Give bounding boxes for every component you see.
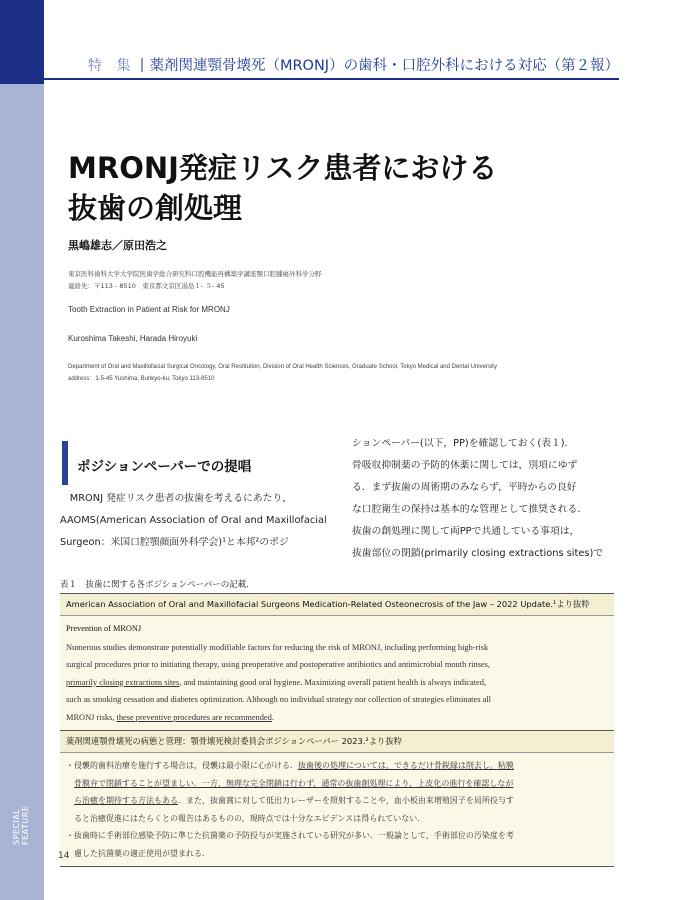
japan-line — [66, 810, 608, 828]
body-line: 骨吸収抑制薬の予防的休薬に関しては，別項にゆず — [352, 460, 578, 471]
english-affiliation — [68, 361, 497, 385]
japan-line — [66, 775, 608, 793]
aaoms-line-rest: , and maintaining good oral hygiene. Maximizing overall patient health is always indicated, — [179, 677, 487, 687]
english-authors: Kuroshima Takeshi, Harada Hiroyuki — [68, 334, 198, 343]
aaoms-line: Numerous studies demonstrate potentially modifiable factors for reducing the risk of MRONJ, including performing high-risk — [66, 642, 489, 652]
body-line: Surgeon：米国口腔顎顔面外科学会)¹と本邦²のポジ — [60, 537, 289, 548]
underlined-text: ら治癒を期待する方法もある — [74, 796, 178, 805]
header-rule — [44, 78, 619, 80]
body-column-right — [352, 433, 620, 565]
underlined-text: these preventive procedures are recommended — [116, 712, 272, 722]
article-title-line2: 抜歯の創処理 — [68, 191, 243, 225]
table-caption: 表１ 抜歯に関する各ポジションペーパーの記載． — [60, 580, 255, 590]
affiliation — [68, 268, 322, 292]
aaoms-line-end: . — [271, 712, 274, 722]
english-title: Tooth Extraction in Patient at Risk for MRONJ — [68, 305, 230, 314]
side-band-top — [0, 0, 44, 84]
aaoms-header: American Association of Oral and Maxillofacial Surgeons Medication-Related Osteonecrosis of the Jaw – 2022 Update.¹より抜粋 — [60, 593, 614, 616]
body-line: ションペーパー(以下，PP)を確認しておく(表１)． — [352, 438, 575, 449]
japan-body — [60, 753, 614, 867]
aaoms-subhead: Prevention of MRONJ — [66, 624, 142, 633]
section-heading-bar — [62, 441, 68, 485]
japan-line: ・抜歯時に手術部位感染予防に準じた抗菌薬の予防投与が実施されている研究が多い．一般論として，手術部位の汚染度を考 — [66, 831, 514, 840]
japan-line — [66, 792, 608, 810]
affiliation-line2: 連絡先：〒113 - 8510 東京都文京区湯島１- ５- 45 — [68, 282, 225, 290]
side-label: SPECIAL FEATURE — [12, 805, 30, 845]
body-line: 抜歯の創処理に関して両PPで共通している事項は， — [352, 526, 580, 537]
header-separator — [141, 58, 143, 72]
body-line: MRONJ 発症リスク患者の抜歯を考えるにあたり， — [60, 493, 293, 504]
aaoms-body — [60, 616, 614, 730]
series-header — [88, 54, 618, 75]
page-number: 14 — [58, 851, 70, 861]
aaoms-line: such as smoking cessation and diabetes optimization. Although no individual strategy nor collection of strategies eliminates all — [66, 695, 491, 704]
aaoms-line: surgical procedures prior to initiating therapy, using preoperative and postoperative antibiotics and antimicrobial mouth rinses, — [66, 660, 490, 669]
english-affiliation-line1: Department of Oral and Maxillofacial Surgical Oncology, Oral Restitution, Division of Oral Health Sciences, Graduate School, Tokyo Medical and Dental University — [68, 364, 497, 370]
underlined-text: 抜歯後の処理については，できるだけ骨鋭縁は削去し，粘膜 — [298, 761, 514, 770]
authors: 黒嶋雄志／原田浩之 — [68, 239, 167, 252]
body-column-left — [60, 488, 332, 554]
body-line: AAOMS(American Association of Oral and Maxillofacial — [60, 515, 327, 526]
series-title: 薬剤関連顎骨壊死（MRONJ）の歯科・口腔外科における対応（第２報） — [149, 58, 620, 74]
japan-text: 慮した抗菌薬の適正使用が望まれる． — [74, 848, 210, 858]
affiliation-line1: 東京医科歯科大学大学院医歯学総合研究科口腔機能再構築学講座顎口腔腫瘍外科学分野 — [68, 270, 322, 278]
side-band — [0, 0, 44, 900]
article-title — [68, 148, 628, 228]
body-line: な口腔衛生の保持は基本的な管理として推奨される． — [352, 504, 588, 515]
body-line: 抜歯部位の閉鎖(primarily closing extractions sites)で — [352, 548, 604, 559]
japan-line — [66, 757, 608, 775]
aaoms-line — [66, 674, 608, 692]
tokushu-label: 特 集 — [88, 58, 136, 74]
underlined-text: primarily closing extractions sites — [66, 677, 180, 687]
japan-line — [66, 845, 608, 863]
japan-text: ・侵襲的歯科治療を施行する場合は，侵襲は最小限に心がける． — [66, 761, 298, 770]
article-title-line1: MRONJ発症リスク患者における — [68, 151, 498, 185]
japan-text: ．また，抜歯窩に対して低出力レーザーを照射することや，血小板由来増殖因子を局所投与す — [178, 796, 514, 805]
body-line: る．まず抜歯の周術期のみならず，平時からの良好 — [352, 482, 577, 493]
underlined-text: 骨膜弁で閉鎖することが望ましい．一方，無理な完全閉鎖は行わず，通常の抜歯創処理により，上皮化の進行を確認しなが — [74, 778, 514, 788]
aaoms-line-start: MRONJ risks, — [66, 712, 117, 722]
position-paper-table — [60, 593, 614, 867]
section-heading: ポジションペーパーでの提唱 — [77, 459, 252, 475]
japan-text: ると治癒促進にはたらくとの報告はあるものの，現時点では十分なエビデンスは得られていない． — [74, 813, 426, 823]
japan-header: 薬剤関連顎骨壊死の病態と管理：顎骨壊死検討委員会ポジションペーパー 2023.²より抜粋 — [60, 730, 614, 753]
aaoms-line — [66, 709, 608, 727]
english-affiliation-line2: address：1-5-45 Yushima, Bunkyo-ku, Tokyo 113-8510 — [68, 376, 215, 382]
